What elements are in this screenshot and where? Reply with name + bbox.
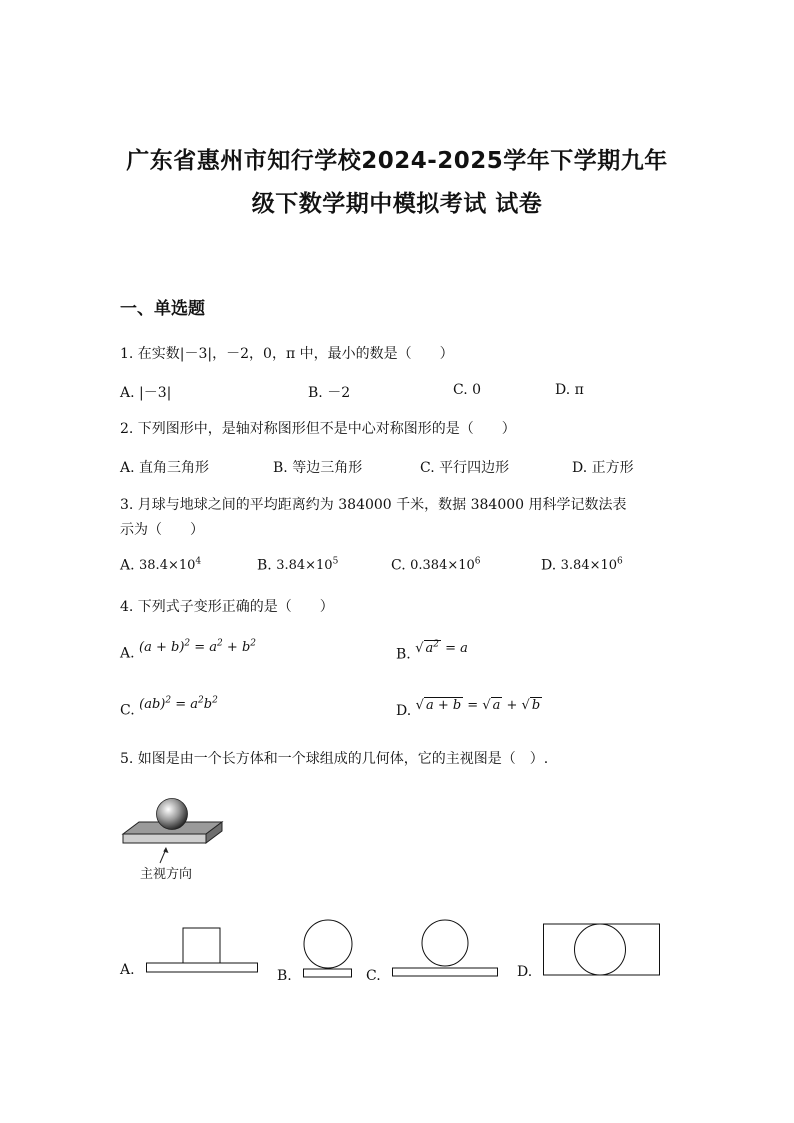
- q1-option-d: D. π: [555, 382, 584, 398]
- q5-option-d-label: D.: [517, 964, 533, 980]
- q2-option-a: A. 直角三角形: [120, 460, 210, 476]
- title-line-2: 级下数学期中模拟考试 试卷: [251, 191, 543, 217]
- q4-option-a-formula: $(a + b)^2 = a^2 + b^2$: [139, 639, 256, 656]
- q4-option-b-label: B.: [396, 646, 411, 663]
- q2-option-d: D. 正方形: [572, 460, 634, 476]
- q1-stem: 1. 在实数|－3|，－2，0，π 中，最小的数是（ ）: [120, 346, 454, 362]
- q3-stem-line-2: 示为（ ）: [120, 522, 204, 538]
- q5-option-b-label: B.: [277, 968, 292, 984]
- q4-option-d-label: D.: [396, 703, 412, 719]
- q3-option-a-label: A.: [120, 557, 135, 574]
- q4-option-c: [120, 696, 218, 719]
- view-direction-label: 主视方向: [140, 867, 193, 882]
- q4-option-b: [396, 640, 468, 663]
- q3-option-b-value: $3.84\times 10^5$: [276, 557, 339, 574]
- q3-option-c: [391, 557, 481, 573]
- q3-stem-line-1: 3. 月球与地球之间的平均距离约为 384000 千米，数据 384000 用科学记数法表: [120, 497, 627, 513]
- q5-option-b-figure: [302, 919, 354, 979]
- q1-option-b: B. －2: [308, 385, 351, 401]
- q4-option-c-label: C.: [120, 702, 135, 719]
- section-heading: 一、单选题: [120, 299, 205, 319]
- q3-option-d-label: D.: [541, 557, 557, 574]
- q5-stem: 5. 如图是由一个长方体和一个球组成的几何体，它的主视图是（ ）.: [120, 751, 549, 767]
- q4-stem: 4. 下列式子变形正确的是（ ）: [120, 599, 334, 615]
- q3-option-b: [257, 557, 338, 573]
- q3-option-c-value: $0.384\times 10^6$: [410, 557, 481, 574]
- q4-option-c-formula: $(ab)^2 = a^2b^2$: [139, 696, 218, 713]
- q2-option-b: B. 等边三角形: [273, 460, 363, 476]
- q5-option-d-figure: [542, 922, 662, 978]
- q5-option-a-label: A.: [120, 962, 135, 978]
- title-line-1: 广东省惠州市知行学校2024-2025学年下学期九年: [126, 148, 668, 174]
- q4-option-b-formula: √ $a^2 = a$: [415, 640, 468, 657]
- q3-option-a: [120, 557, 201, 573]
- q1-option-a: A. |－3|: [120, 385, 172, 401]
- q5-option-a-figure: [145, 925, 259, 975]
- q4-option-a: [120, 639, 256, 662]
- q2-option-c: C. 平行四边形: [420, 460, 510, 476]
- q5-option-c-label: C.: [366, 968, 381, 984]
- q3-option-d-value: $3.84\times 10^6$: [560, 557, 623, 574]
- q4-option-a-label: A.: [120, 645, 135, 662]
- q1-option-c: C. 0: [453, 382, 482, 398]
- q3-option-b-label: B.: [257, 557, 272, 574]
- q2-stem: 2. 下列图形中，是轴对称图形但不是中心对称图形的是（ ）: [120, 421, 516, 437]
- q5-option-c-figure: [391, 919, 500, 979]
- q4-option-d-formula: √ a + b = √ a + √ b: [415, 698, 541, 713]
- q3-option-c-label: C.: [391, 557, 406, 574]
- q3-option-d: [541, 557, 623, 573]
- q3-option-a-value: $38.4\times 10^4$: [139, 557, 202, 574]
- q4-option-d: [396, 698, 542, 719]
